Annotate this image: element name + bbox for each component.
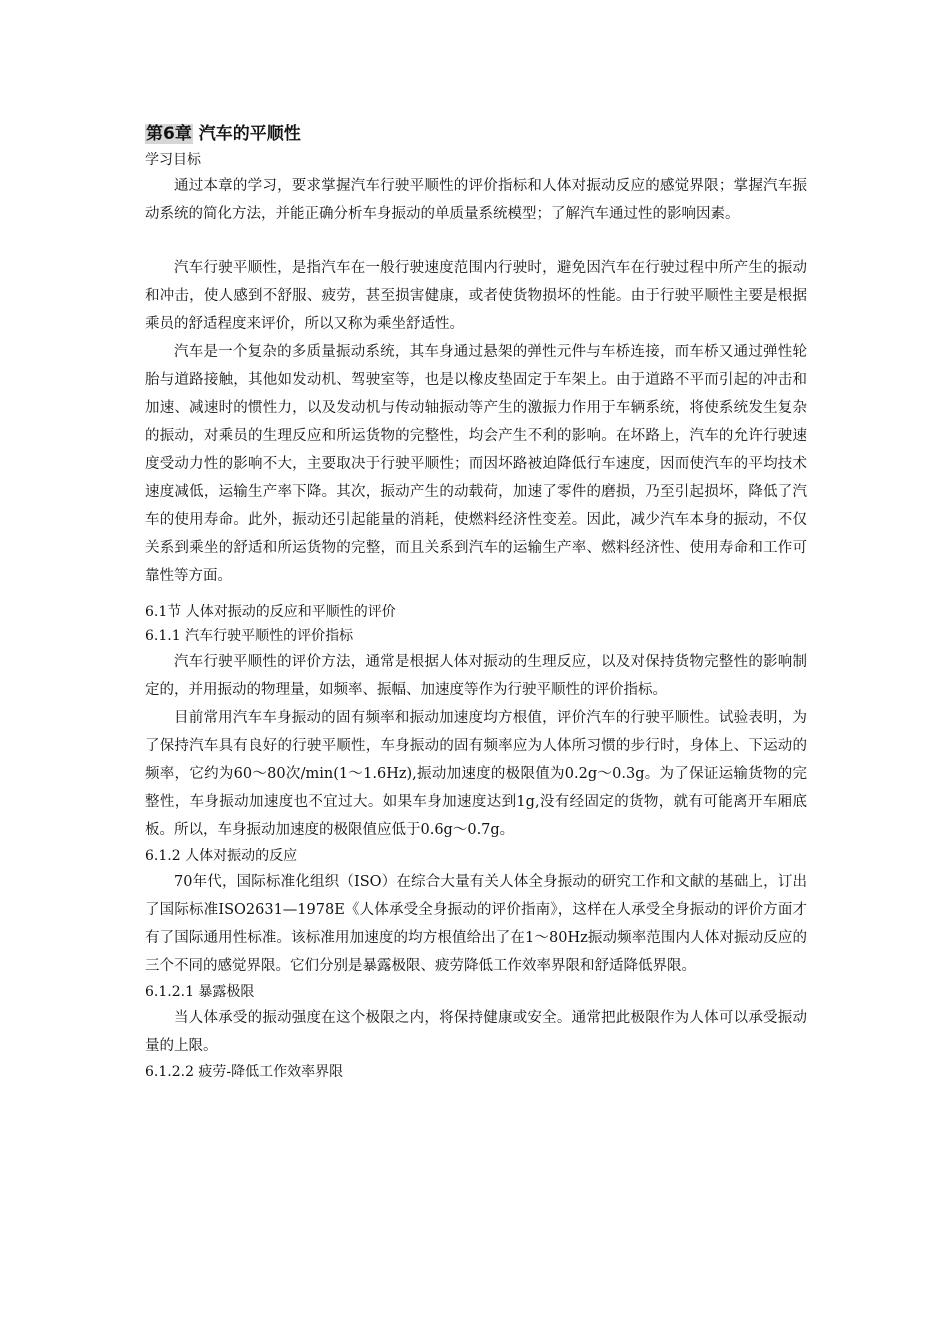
section-6-1-2-1-paragraph: 当人体承受的振动强度在这个极限之内，将保持健康或安全。通常把此极限作为人体可以承受振动量的上限。 [145, 1010, 807, 1054]
section-6-1-2-paragraph-1: 70年代，国际标准化组织（ISO）在综合大量有关人体全身振动的研究工作和文献的基础上，订出了国际标准ISO2631—1978E《人体承受全身振动的评价指南》，这样在人承受全身振动的评价方面才有了国际通用性标准。该标准用加速度的均方根值给出了在1～80Hz振动频率范围内人体对振动反应的三个不同的感觉界限。它们分别是暴露极限、疲劳降低工作效率界限和舒适降低界限。 [145, 874, 807, 974]
chapter-number: 第6章 [146, 124, 192, 144]
section-6-1-2-2-heading: 6.1.2.2 疲劳-降低工作效率界限 [145, 1064, 344, 1080]
intro-paragraph-2: 汽车是一个复杂的多质量振动系统，其车身通过悬架的弹性元件与车桥连接，而车桥又通过弹性轮胎与道路接触，其他如发动机、驾驶室等，也是以橡皮垫固定于车架上。由于道路不平而引起的冲击和加速、减速时的惯性力，以及发动机与传动轴振动等产生的激振力作用于车辆系统，将使系统发生复杂的振动，对乘员的生理反应和所运货物的完整性，均会产生不利的影响。在坏路上，汽车的允许行驶速度受动力性的影响不大，主要取决于行驶平顺性；而因坏路被迫降低行车速度，因而使汽车的平均技术速度减低，运输生产率下降。其次，振动产生的动载荷，加速了零件的磨损，乃至引起损坏，降低了汽车的使用寿命。此外，振动还引起能量的消耗，使燃料经济性变差。因此，减少汽车本身的振动，不仅关系到乘坐的舒适和所运货物的完整，而且关系到汽车的运输生产率、燃料经济性、使用寿命和工作可靠性等方面。 [145, 344, 807, 584]
section-6-1-2-1-heading: 6.1.2.1 暴露极限 [145, 984, 255, 1000]
section-6-1-1-paragraph-2: 目前常用汽车车身振动的固有频率和振动加速度均方根值，评价汽车的行驶平顺性。试验表明，为了保持汽车具有良好的行驶平顺性，车身振动的固有频率应为人体所习惯的步行时，身体上、下运动的频率，它约为60～80次/min(1～1.6Hz),振动加速度的极限值为0.2g～0.3g。为了保证运输货物的完整性，车身振动加速度也不宜过大。如果车身加速度达到1g,没有经固定的货物，就有可能离开车厢底板。所以，车身振动加速度的极限值应低于0.6g～0.7g。 [145, 710, 807, 838]
document-page [145, 120, 807, 1084]
objectives-paragraph: 通过本章的学习，要求掌握汽车行驶平顺性的评价指标和人体对振动反应的感觉界限；掌握汽车振动系统的简化方法，并能正确分析车身振动的单质量系统模型；了解汽车通过性的影响因素。 [145, 178, 807, 222]
chapter-title-text: 汽车的平顺性 [198, 124, 301, 144]
section-6-1-1-heading: 6.1.1 汽车行驶平顺性的评价指标 [145, 628, 354, 644]
chapter-title [145, 120, 807, 148]
section-6-1-2-heading: 6.1.2 人体对振动的反应 [145, 848, 298, 864]
spacer [145, 228, 807, 254]
section-6-1-1-paragraph-1: 汽车行驶平顺性的评价方法，通常是根据人体对振动的生理反应，以及对保持货物完整性的影响制定的，并用振动的物理量，如频率、振幅、加速度等作为行驶平顺性的评价指标。 [145, 654, 807, 698]
intro-paragraph-1: 汽车行驶平顺性，是指汽车在一般行驶速度范围内行驶时，避免因汽车在行驶过程中所产生的振动和冲击，使人感到不舒服、疲劳，甚至损害健康，或者使货物损坏的性能。由于行驶平顺性主要是根据乘员的舒适程度来评价，所以又称为乘坐舒适性。 [145, 260, 807, 332]
section-6-1-heading: 6.1节 人体对振动的反应和平顺性的评价 [145, 604, 396, 620]
objectives-heading: 学习目标 [145, 152, 201, 168]
spacer [145, 590, 807, 600]
